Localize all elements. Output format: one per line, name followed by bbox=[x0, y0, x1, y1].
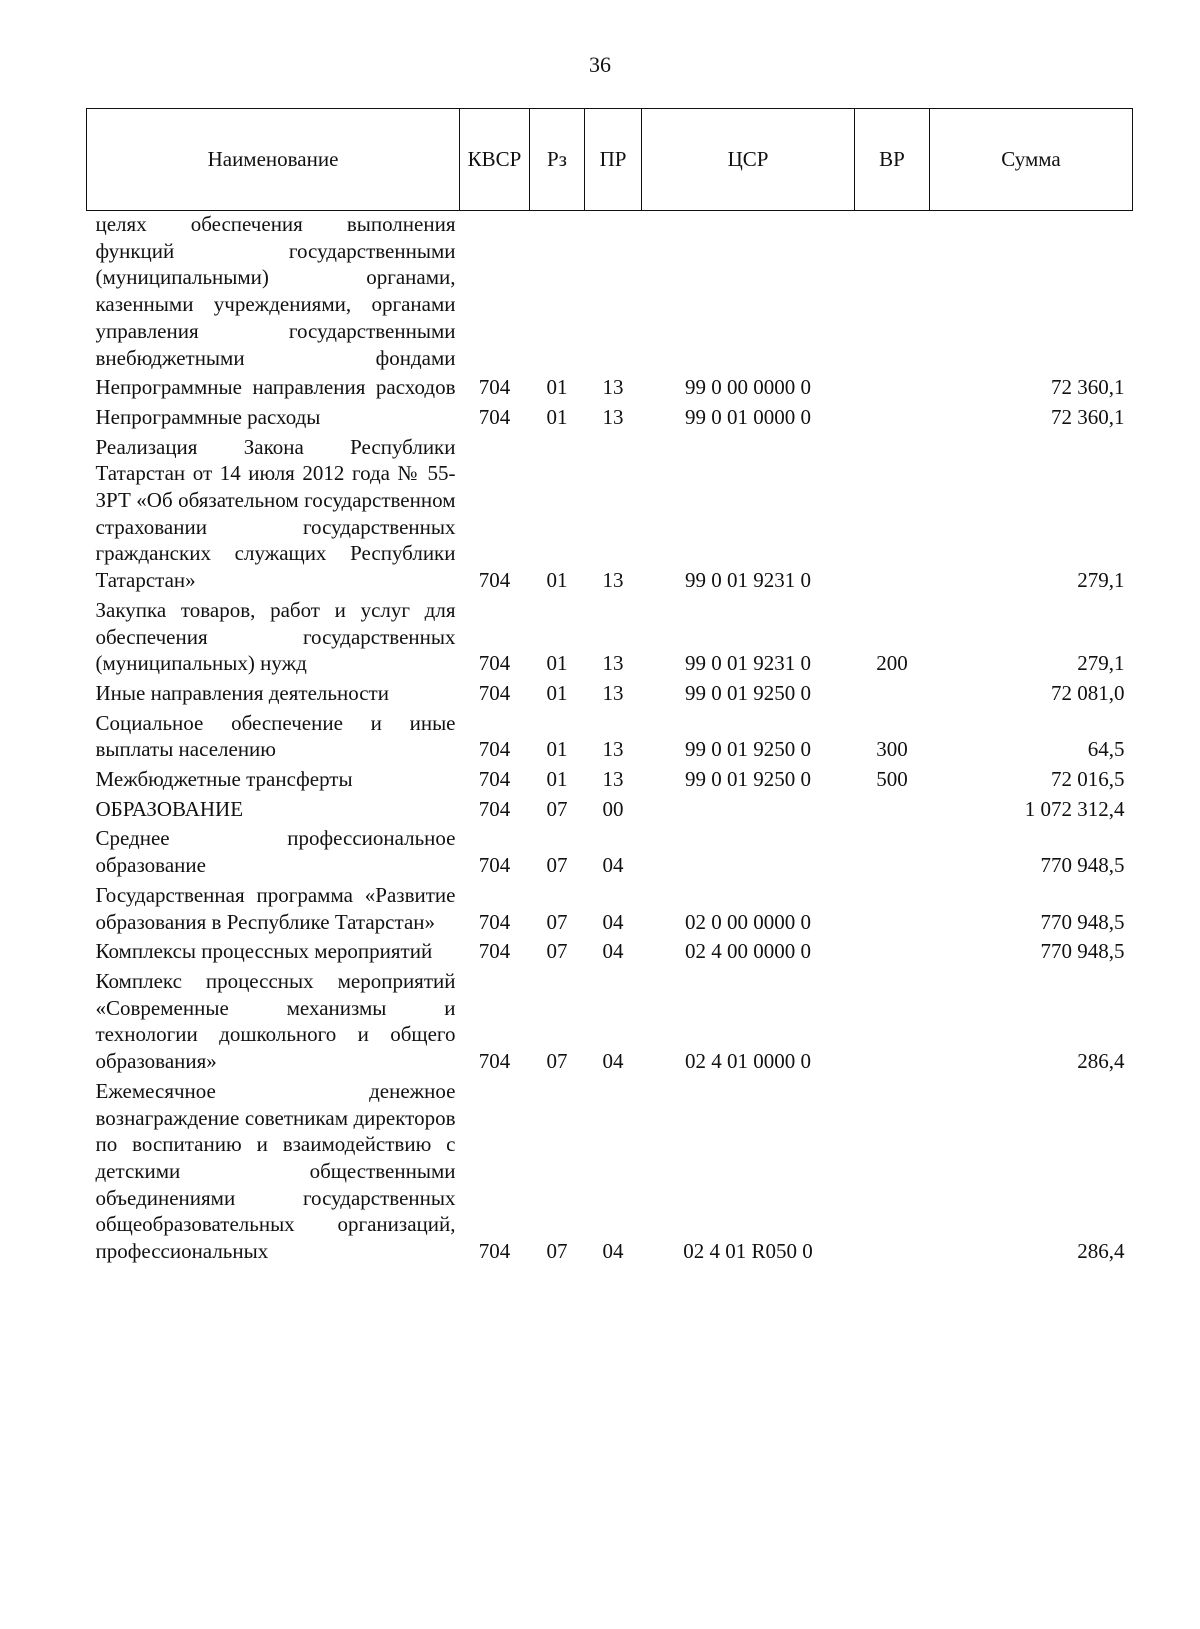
row-sum: 770 948,5 bbox=[1040, 853, 1125, 878]
header-rz: Рз bbox=[530, 109, 585, 211]
table-row bbox=[87, 793, 1133, 823]
row-kvsr: 704 bbox=[478, 737, 511, 762]
page-number: 36 bbox=[589, 52, 611, 77]
table-row bbox=[87, 1075, 1133, 1265]
row-vr bbox=[855, 1075, 930, 1265]
row-name: целях обеспечения выполнения функций государственными (муниципальными) органами, казенными учреждениями, органами управления государственными внебюджетными фондами bbox=[95, 212, 456, 370]
row-csr: 02 4 00 0000 0 bbox=[685, 939, 811, 964]
row-vr bbox=[855, 677, 930, 707]
row-sum: 279,1 bbox=[1077, 651, 1125, 676]
row-sum: 72 016,5 bbox=[1051, 767, 1125, 792]
row-kvsr: 704 bbox=[478, 909, 511, 934]
row-vr bbox=[855, 371, 930, 401]
row-vr: 200 bbox=[876, 651, 908, 676]
row-sum: 72 360,1 bbox=[1051, 375, 1125, 400]
row-sum bbox=[930, 211, 1133, 372]
row-name: Непрограммные направления расходов bbox=[95, 375, 456, 400]
row-vr bbox=[855, 431, 930, 594]
row-sum: 286,4 bbox=[1077, 1239, 1125, 1264]
row-csr bbox=[642, 822, 855, 878]
table-row bbox=[87, 879, 1133, 935]
row-sum: 72 081,0 bbox=[1051, 680, 1125, 705]
table-row bbox=[87, 371, 1133, 401]
row-kvsr: 704 bbox=[478, 853, 511, 878]
row-pr: 13 bbox=[602, 737, 624, 762]
row-csr: 99 0 01 0000 0 bbox=[685, 404, 811, 429]
row-rz: 01 bbox=[546, 651, 568, 676]
row-kvsr: 704 bbox=[478, 1049, 511, 1074]
table-row bbox=[87, 965, 1133, 1075]
row-vr: 500 bbox=[876, 767, 908, 792]
row-kvsr: 704 bbox=[478, 651, 511, 676]
row-pr: 04 bbox=[602, 1239, 624, 1264]
row-name: Среднее профессиональное образование bbox=[95, 826, 456, 878]
row-pr: 04 bbox=[602, 853, 624, 878]
row-rz: 07 bbox=[546, 1049, 568, 1074]
row-csr: 02 4 01 0000 0 bbox=[685, 1049, 811, 1074]
row-csr: 99 0 01 9250 0 bbox=[685, 767, 811, 792]
row-kvsr: 704 bbox=[478, 796, 511, 821]
table-header-row bbox=[87, 109, 1133, 211]
row-kvsr bbox=[460, 211, 530, 372]
row-rz: 01 bbox=[546, 375, 568, 400]
row-pr: 13 bbox=[602, 375, 624, 400]
row-sum: 286,4 bbox=[1077, 1049, 1125, 1074]
row-rz: 07 bbox=[546, 853, 568, 878]
header-csr: ЦСР bbox=[642, 109, 855, 211]
row-name: Ежемесячное денежное вознаграждение советникам директоров по воспитанию и взаимодействию с детскими общественными объединениями государственных общеобразовательных организаций, профессиональных bbox=[95, 1078, 456, 1264]
row-vr bbox=[855, 879, 930, 935]
row-kvsr: 704 bbox=[478, 568, 511, 593]
row-name: Государственная программа «Развитие образования в Республике Татарстан» bbox=[95, 882, 456, 934]
row-rz: 01 bbox=[546, 767, 568, 792]
row-name: Комплекс процессных мероприятий «Современные механизмы и технологии дошкольного и общего образования» bbox=[95, 968, 456, 1074]
header-vr: ВР bbox=[855, 109, 930, 211]
row-csr: 99 0 01 9231 0 bbox=[685, 651, 811, 676]
row-vr bbox=[855, 793, 930, 823]
row-pr: 04 bbox=[602, 1049, 624, 1074]
header-name: Наименование bbox=[87, 109, 460, 211]
row-name: Реализация Закона Республики Татарстан от 14 июля 2012 года № 55-ЗРТ «Об обязательном государственном страховании государственных гражданских служащих Республики Татарстан» bbox=[95, 434, 456, 593]
row-sum: 64,5 bbox=[1087, 737, 1125, 762]
row-rz bbox=[530, 211, 585, 372]
row-pr: 13 bbox=[602, 680, 624, 705]
budget-table bbox=[86, 108, 1133, 1265]
row-vr: 300 bbox=[876, 737, 908, 762]
row-pr: 04 bbox=[602, 909, 624, 934]
row-name: ОБРАЗОВАНИЕ bbox=[95, 796, 244, 821]
row-csr: 99 0 01 9231 0 bbox=[685, 568, 811, 593]
row-vr bbox=[855, 401, 930, 431]
row-kvsr: 704 bbox=[478, 680, 511, 705]
row-rz: 01 bbox=[546, 568, 568, 593]
row-name: Комплексы процессных мероприятий bbox=[95, 939, 433, 964]
row-name: Непрограммные расходы bbox=[95, 404, 321, 429]
row-vr bbox=[855, 965, 930, 1075]
row-pr: 13 bbox=[602, 767, 624, 792]
row-kvsr: 704 bbox=[478, 1239, 511, 1264]
header-kvsr: КВСР bbox=[460, 109, 530, 211]
table-row bbox=[87, 677, 1133, 707]
table-row bbox=[87, 763, 1133, 793]
table-row bbox=[87, 211, 1133, 372]
row-rz: 07 bbox=[546, 939, 568, 964]
row-kvsr: 704 bbox=[478, 767, 511, 792]
row-pr: 13 bbox=[602, 651, 624, 676]
row-kvsr: 704 bbox=[478, 939, 511, 964]
table-row bbox=[87, 822, 1133, 878]
row-vr bbox=[855, 211, 930, 372]
row-rz: 07 bbox=[546, 796, 568, 821]
row-name: Межбюджетные трансферты bbox=[95, 767, 353, 792]
header-sum: Сумма bbox=[930, 109, 1133, 211]
row-vr bbox=[855, 935, 930, 965]
row-sum: 279,1 bbox=[1077, 568, 1125, 593]
row-sum: 72 360,1 bbox=[1051, 404, 1125, 429]
row-csr: 99 0 01 9250 0 bbox=[685, 680, 811, 705]
row-kvsr: 704 bbox=[478, 404, 511, 429]
table-row bbox=[87, 431, 1133, 594]
row-pr: 04 bbox=[602, 939, 624, 964]
table-row bbox=[87, 594, 1133, 677]
row-csr: 02 4 01 R050 0 bbox=[683, 1239, 813, 1264]
row-name: Иные направления деятельности bbox=[95, 680, 389, 705]
row-csr: 02 0 00 0000 0 bbox=[685, 909, 811, 934]
table-row bbox=[87, 935, 1133, 965]
table-row bbox=[87, 707, 1133, 763]
row-pr: 13 bbox=[602, 404, 624, 429]
header-pr: ПР bbox=[585, 109, 642, 211]
row-rz: 01 bbox=[546, 737, 568, 762]
row-rz: 01 bbox=[546, 680, 568, 705]
row-sum: 1 072 312,4 bbox=[1024, 796, 1125, 821]
row-kvsr: 704 bbox=[478, 375, 511, 400]
row-sum: 770 948,5 bbox=[1040, 909, 1125, 934]
row-csr: 99 0 00 0000 0 bbox=[685, 375, 811, 400]
row-rz: 07 bbox=[546, 909, 568, 934]
row-rz: 01 bbox=[546, 404, 568, 429]
row-vr bbox=[855, 822, 930, 878]
row-name: Социальное обеспечение и иные выплаты населению bbox=[95, 710, 456, 762]
table-row bbox=[87, 401, 1133, 431]
row-csr bbox=[642, 793, 855, 823]
row-csr: 99 0 01 9250 0 bbox=[685, 737, 811, 762]
row-pr: 13 bbox=[602, 568, 624, 593]
row-sum: 770 948,5 bbox=[1040, 939, 1125, 964]
row-name: Закупка товаров, работ и услуг для обеспечения государственных (муниципальных) нужд bbox=[95, 597, 456, 676]
row-rz: 07 bbox=[546, 1239, 568, 1264]
row-pr: 00 bbox=[602, 796, 624, 821]
row-csr bbox=[642, 211, 855, 372]
row-pr bbox=[585, 211, 642, 372]
